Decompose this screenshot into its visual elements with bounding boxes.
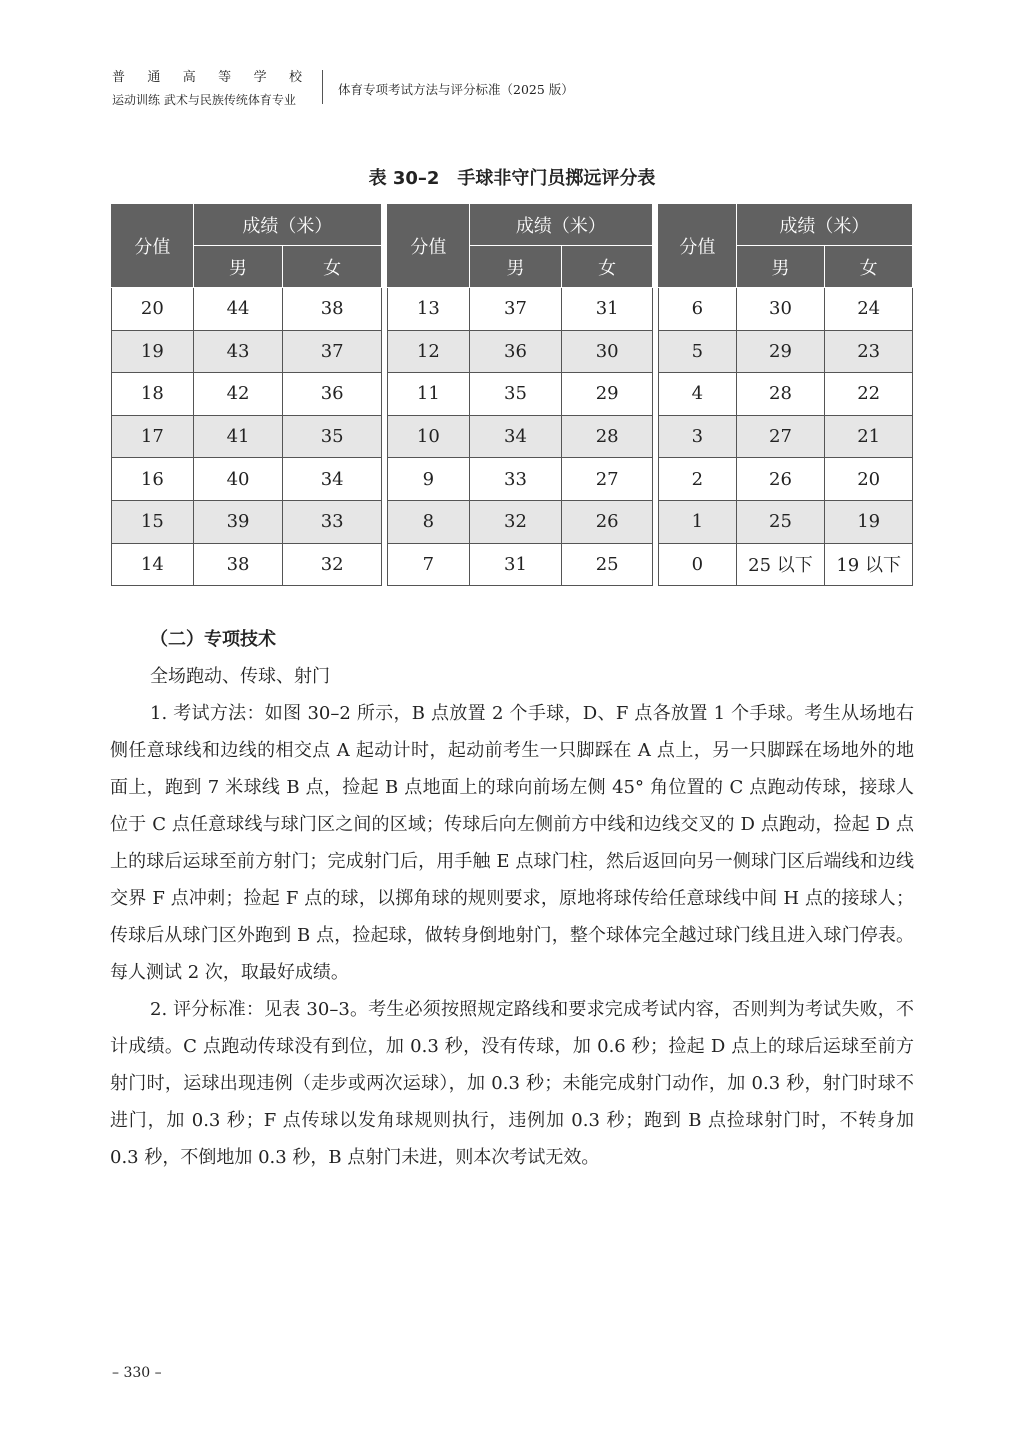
header-score: 分值 (388, 204, 470, 288)
cell-score: 5 (659, 330, 737, 373)
header-major: 运动训练 武术与民族传统体育专业 (112, 93, 296, 107)
score-table-group-3 (658, 203, 913, 586)
cell-male: 41 (193, 415, 283, 458)
table-row (112, 288, 382, 331)
cell-female: 21 (825, 415, 913, 458)
table-row (659, 500, 913, 543)
table-row (659, 288, 913, 331)
section-heading: （二）专项技术 (150, 629, 276, 650)
cell-male: 32 (469, 500, 562, 543)
cell-female: 20 (825, 458, 913, 501)
header-result: 成绩（米） (736, 204, 912, 246)
header-result: 成绩（米） (469, 204, 652, 246)
test-method-paragraph: 1. 考试方法：如图 30–2 所示，B 点放置 2 个手球，D、F 点各放置 1 个手球。考生从场地右侧任意球线和边线的相交点 A 起动计时，起动前考生一只脚踩在 A 点上，另一只脚踩在场地外的地面上，跑到 7 米球线 B 点，捡起 B 点地面上的球向前场左侧 45° 角位置的 C 点跑动传球，接球人位于 C 点任意球线与球门区之间的区域；传球后向左侧前方中线和边线交叉的 D 点跑动，捡起 D 点上的球后运球至前方射门；完成射门后，用手触 E 点球门柱，然后返回向另一侧球门区后端线和边线交界 F 点冲刺；捡起 F 点的球，以掷角球的规则要求，原地将球传给任意球线中间 H 点的接球人；传球后从球门区外跑到 B 点，捡起球，做转身倒地射门，整个球体完全越过球门线且进入球门停表。每人测试 2 次，取最好成绩。 (110, 703, 914, 983)
header-char: 通 (147, 70, 161, 85)
cell-score: 1 (659, 500, 737, 543)
header-char: 等 (218, 70, 232, 85)
cell-female: 28 (562, 415, 653, 458)
cell-score: 13 (388, 288, 470, 331)
cell-male: 39 (193, 500, 283, 543)
cell-female: 27 (562, 458, 653, 501)
cell-score: 2 (659, 458, 737, 501)
cell-male: 28 (736, 373, 825, 416)
table-row (388, 543, 653, 586)
cell-male: 30 (736, 288, 825, 331)
cell-female: 35 (283, 415, 382, 458)
table-row (659, 373, 913, 416)
header-male: 男 (736, 246, 825, 288)
cell-score: 16 (112, 458, 194, 501)
cell-male: 40 (193, 458, 283, 501)
cell-male: 38 (193, 543, 283, 586)
cell-female: 19 (825, 500, 913, 543)
section-content (110, 621, 914, 1176)
cell-score: 20 (112, 288, 194, 331)
cell-female: 19 以下 (825, 543, 913, 586)
table-row (659, 458, 913, 501)
table-row (388, 500, 653, 543)
cell-score: 18 (112, 373, 194, 416)
cell-score: 12 (388, 330, 470, 373)
table-row (388, 288, 653, 331)
cell-female: 24 (825, 288, 913, 331)
header-male: 男 (469, 246, 562, 288)
cell-female: 31 (562, 288, 653, 331)
cell-male: 25 (736, 500, 825, 543)
cell-male: 25 以下 (736, 543, 825, 586)
table-row (112, 458, 382, 501)
table-row (659, 330, 913, 373)
score-table-group-2 (387, 203, 653, 586)
cell-female: 33 (283, 500, 382, 543)
table-title: 表 30–2 手球非守门员掷远评分表 (368, 168, 656, 189)
header-left (112, 66, 312, 108)
cell-male: 37 (469, 288, 562, 331)
cell-male: 29 (736, 330, 825, 373)
cell-male: 34 (469, 415, 562, 458)
cell-male: 44 (193, 288, 283, 331)
cell-male: 36 (469, 330, 562, 373)
cell-score: 9 (388, 458, 470, 501)
cell-score: 14 (112, 543, 194, 586)
table-row (112, 330, 382, 373)
cell-female: 29 (562, 373, 653, 416)
cell-score: 0 (659, 543, 737, 586)
header-char: 学 (253, 70, 267, 85)
header-char: 普 (112, 70, 126, 85)
header-school-type (112, 66, 302, 85)
header-female: 女 (825, 246, 913, 288)
cell-female: 30 (562, 330, 653, 373)
table-row (388, 458, 653, 501)
cell-female: 38 (283, 288, 382, 331)
cell-score: 10 (388, 415, 470, 458)
cell-male: 43 (193, 330, 283, 373)
cell-female: 32 (283, 543, 382, 586)
header-divider (322, 70, 323, 104)
cell-score: 6 (659, 288, 737, 331)
cell-score: 3 (659, 415, 737, 458)
score-table-group-1 (111, 203, 382, 586)
cell-male: 42 (193, 373, 283, 416)
header-female: 女 (283, 246, 382, 288)
cell-female: 34 (283, 458, 382, 501)
cell-male: 35 (469, 373, 562, 416)
header-result: 成绩（米） (193, 204, 381, 246)
cell-male: 27 (736, 415, 825, 458)
cell-female: 23 (825, 330, 913, 373)
cell-male: 31 (469, 543, 562, 586)
header-female: 女 (562, 246, 653, 288)
cell-female: 26 (562, 500, 653, 543)
cell-score: 4 (659, 373, 737, 416)
header-char: 校 (288, 70, 302, 85)
cell-score: 17 (112, 415, 194, 458)
header-male: 男 (193, 246, 283, 288)
cell-female: 36 (283, 373, 382, 416)
header-book-title: 体育专项考试方法与评分标准（2025 版） (338, 82, 574, 97)
cell-score: 8 (388, 500, 470, 543)
cell-male: 33 (469, 458, 562, 501)
table-row (659, 543, 913, 586)
cell-male: 26 (736, 458, 825, 501)
table-row (659, 415, 913, 458)
cell-female: 37 (283, 330, 382, 373)
cell-score: 11 (388, 373, 470, 416)
cell-female: 22 (825, 373, 913, 416)
table-row (388, 415, 653, 458)
table-row (112, 415, 382, 458)
cell-score: 19 (112, 330, 194, 373)
page-number: – 330 – (112, 1365, 162, 1381)
table-row (112, 543, 382, 586)
cell-score: 7 (388, 543, 470, 586)
table-row (112, 500, 382, 543)
table-row (388, 330, 653, 373)
table-row (112, 373, 382, 416)
cell-score: 15 (112, 500, 194, 543)
scoring-standard-paragraph: 2. 评分标准：见表 30–3。考生必须按照规定路线和要求完成考试内容，否则判为考试失败，不计成绩。C 点跑动传球没有到位，加 0.3 秒，没有传球，加 0.6 秒；捡起 D 点上的球后运球至前方射门时，运球出现违例（走步或两次运球），加 0.3 秒；未能完成射门动作，加 0.3 秒，射门时球不进门，加 0.3 秒；F 点传球以发角球规则执行，违例加 0.3 秒；跑到 B 点捡球射门时，不转身加 0.3 秒，不倒地加 0.3 秒，B 点射门未进，则本次考试无效。 (110, 999, 914, 1168)
section-subheading: 全场跑动、传球、射门 (150, 666, 330, 687)
header-score: 分值 (659, 204, 737, 288)
header-char: 高 (182, 70, 196, 85)
cell-female: 25 (562, 543, 653, 586)
table-row (388, 373, 653, 416)
header-score: 分值 (112, 204, 194, 288)
